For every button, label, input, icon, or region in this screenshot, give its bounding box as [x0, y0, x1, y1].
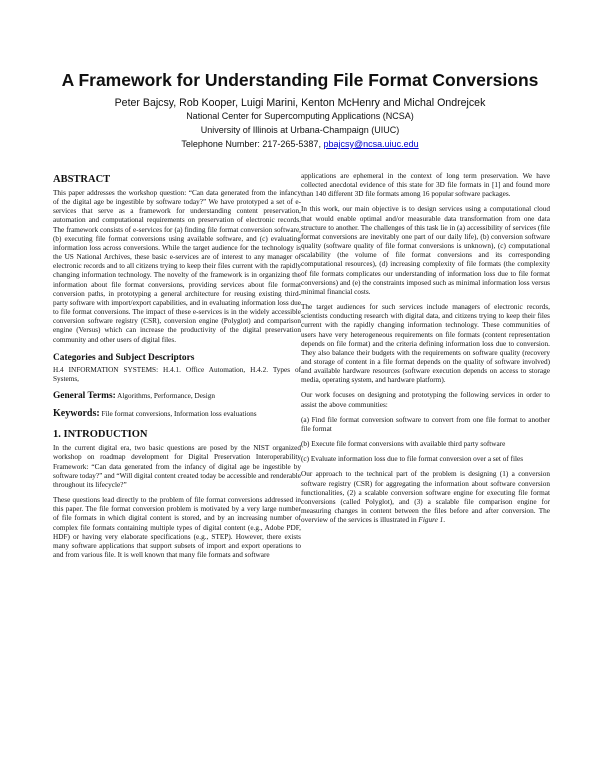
approach-text: Our approach to the technical part of the problem is designing (1) a conversion software registry (CSR) for aggregating the information about software conversion functionalities, (2) a scalable conversion software engine for executing file format conversions (called Polyglot), and (3) a scalable file comparison engine for measuring changes in content between the files before and after conversion. The overview of the services is illustrated in	[301, 470, 550, 525]
introduction-heading: 1. INTRODUCTION	[53, 429, 148, 441]
service-item-b: (b) Execute file format conversions with available third party software	[301, 440, 506, 449]
general-terms	[53, 392, 301, 401]
service-item-c: (c) Evaluate information loss due to file format conversion over a set of files	[301, 455, 524, 464]
keywords-heading: Keywords:	[53, 408, 100, 420]
right-paragraph-2: In this work, our main objective is to design services using a computational cloud that would enable optimal and/or measurable data transformation from one data structure to another. The challenges of this task lie in (a) accessibility of services (file format conversions are inevitably one part of our daily life), (b) conversion software quality (software quality of file format conversions is unknown), (c) computational scalability (the volume of file format conversions and its corresponding computational resources), (d) increasing complexity of file formats (the complexity of file formats complicates our understanding of information loss due to file format conversions) and (e) the constraints imposed such as minimal information loss versus minimal financial costs.	[301, 205, 550, 296]
abstract-heading: ABSTRACT	[53, 174, 111, 185]
keywords	[53, 409, 301, 419]
right-paragraph-1: applications are ephemeral in the context of long term preservation. We have collected anecdotal evidence of this state for 3D file formats in [1] and found more than 140 different 3D file formats among 16 popular software packages.	[301, 172, 550, 199]
categories-heading: Categories and Subject Descriptors	[53, 352, 195, 363]
general-terms-text: Algorithms, Performance, Design	[115, 391, 216, 400]
general-terms-heading: General Terms:	[53, 390, 116, 401]
paper-title: A Framework for Understanding File Format Conversions	[61, 70, 539, 90]
author-list: Peter Bajcsy, Rob Kooper, Luigi Marini, Kenton McHenry and Michal Ondrejcek	[114, 97, 486, 109]
categories-text: H.4 INFORMATION SYSTEMS: H.4.1. Office Automation, H.4.2. Types of Systems,	[53, 365, 301, 383]
introduction-paragraph-1: In the current digital era, two basic questions are posed by the NIST organized workshop on roadmap development for Digital Preservation Interoperability Framework: “Can data generated from the infancy of digital age be ingestible by software today?” and “Will digital content created today be accessible and renderable throughout its lifecycle?”	[53, 444, 301, 489]
contact-line	[0, 138, 600, 150]
phone-number: Telephone Number: 217-265-5387,	[181, 139, 324, 149]
abstract-text: This paper addresses the workshop question: “Can data generated from the infancy of the digital age be ingestible by software today?” We have prototyped a set of e-services that serve as a framework for understanding content preservation, automation and computational requirements on preservation of electronic records. The framework consists of e-services for (a) finding file format conversion software, (b) executing file format conversions using available software, and (c) evaluating information loss across conversions. While the target audience for the technology is the US National Archives, these basic e-services are of interest to any manager of electronic records and to all citizens trying to keep their files current with the rapidly changing information technology. The novelty of the framework is in organizing the information about file format conversions, providing services about file format conversion paths, in prototyping a general architecture for reusing existing third-party software with import/export capabilities, and in evaluating information loss due to file format conversions. The impact of these e-services is in the widely accessible conversion software registry (CSR), conversion engine (Polyglot) and comparison engine (Versus) which can increase the productivity of the digital preservation community and other users of digital files.	[53, 189, 301, 344]
left-column	[53, 174, 301, 566]
email-link[interactable]: pbajcsy@ncsa.uiuc.edu	[323, 139, 419, 149]
right-paragraph-4: Our work focuses on designing and prototyping the following services in order to assist the above communities:	[301, 391, 550, 409]
service-item-a: (a) Find file format conversion software to convert from one file format to another file format	[301, 415, 550, 433]
affiliation-uiuc: University of Illinois at Urbana-Champaign (UIUC)	[200, 125, 400, 135]
approach-text-end: .	[443, 516, 446, 525]
keywords-text: File format conversions, Information loss evaluations	[99, 410, 257, 419]
right-paragraph-approach	[301, 470, 550, 525]
introduction-paragraph-2: These questions lead directly to the problem of file format conversions addressed in this paper. The file format conversion problem is motivated by a very large number of file formats in which digital content is stored, and by an increasing number of complex file formats containing multiple types of digital content (e.g., Adobe PDF, HDF) or having very elaborate specifications (e.g., STEP). However, there exists many software applications that support subsets of import and export operations to and from various file. It is well known that many file formats and software	[53, 496, 301, 559]
right-column	[301, 172, 550, 531]
figure-1-reference[interactable]: Figure 1	[418, 516, 444, 525]
right-paragraph-3: The target audiences for such services include managers of electronic records, scientists conducting research with digital data, and citizens trying to keep their files current with the rapidly changing information technology. These communities of users have very heterogeneous requirements on file formats (content representation depends on file format) and the criteria defining information loss due to conversion. They also balance their budgets with the requirements on software quality (recovery and storage of content in a file format depends on the quality of software involved) and available hardware resources (software execution depends on access to storage media, operating system, and hardware platform).	[301, 303, 550, 385]
affiliation-ncsa: National Center for Supercomputing Applications (NCSA)	[186, 111, 414, 121]
